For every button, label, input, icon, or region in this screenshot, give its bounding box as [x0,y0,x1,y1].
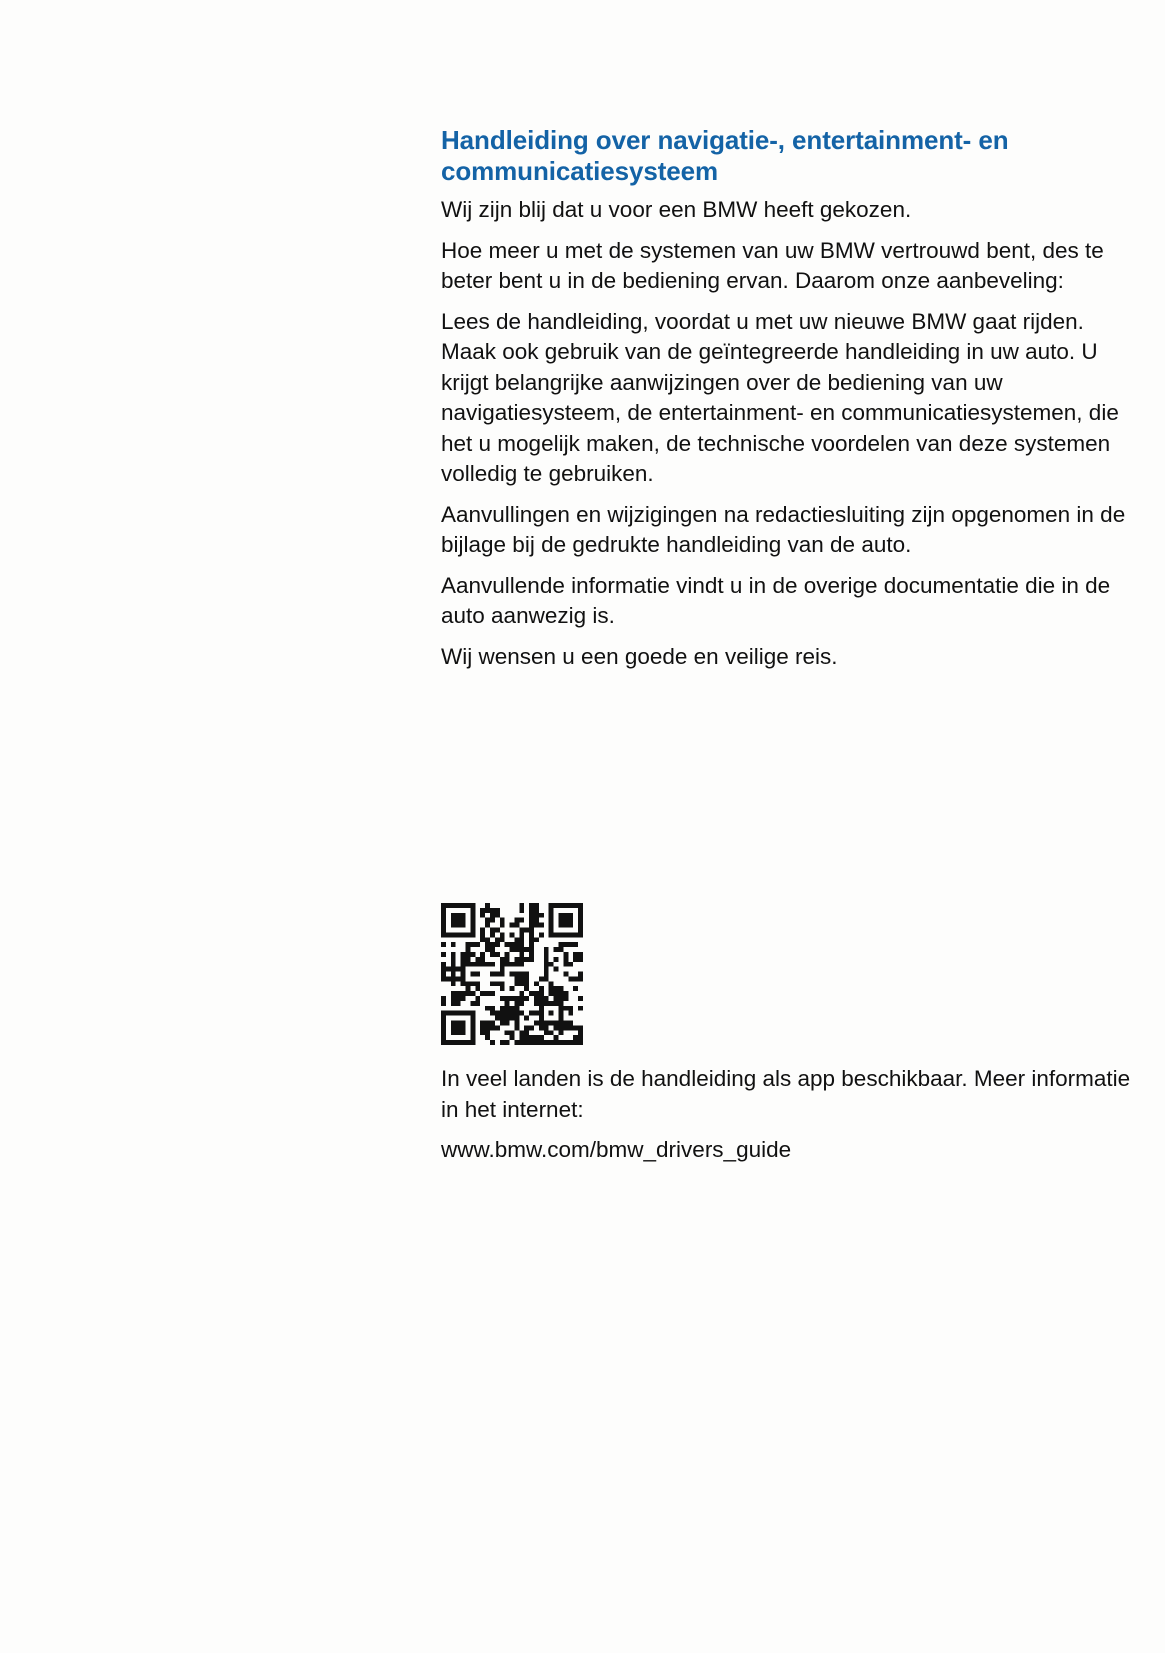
qr-code-graphic [441,903,583,1045]
qr-code-icon [441,903,583,1045]
supplements-paragraph: Aanvullingen en wijzigingen na redactiesluiting zijn opgenomen in de bijlage bij de gedrukte handleiding van de auto. [441,501,1126,557]
read-manual-paragraph: Lees de handleiding, voordat u met uw nieuwe BMW gaat rijden. Maak ook gebruik van de geïntegreerde handleiding in uw auto. U krijgt belangrijke aanwijzingen over de bediening van uw navigatiesysteem, de entertainment- en communicatiesystemen, die het u mogelijk maken, de technische voordelen van deze systemen volledig te gebruiken. [441,308,1119,486]
farewell-paragraph: Wij wensen u een goede en veilige reis. [441,643,838,669]
additional-info-paragraph: Aanvullende informatie vindt u in de overige documentatie die in de auto aanwezig is. [441,572,1111,628]
app-info-section [441,1064,1141,1176]
intro-section [441,125,1141,682]
drivers-guide-url[interactable]: www.bmw.com/bmw_drivers_guide [441,1137,792,1162]
familiarity-paragraph: Hoe meer u met de systemen van uw BMW vertrouwd bent, des te beter bent u in de bediening ervan. Daarom onze aanbeveling: [441,237,1104,293]
page-title [441,125,1141,187]
page-title-line-2: communicatiesysteem [441,156,719,186]
page-title-line-1: Handleiding over navigatie-, entertainment- en [441,125,1009,155]
app-info-text: In veel landen is de handleiding als app beschikbaar. Meer informatie in het internet: [441,1066,1131,1122]
welcome-paragraph: Wij zijn blij dat u voor een BMW heeft gekozen. [441,197,912,222]
